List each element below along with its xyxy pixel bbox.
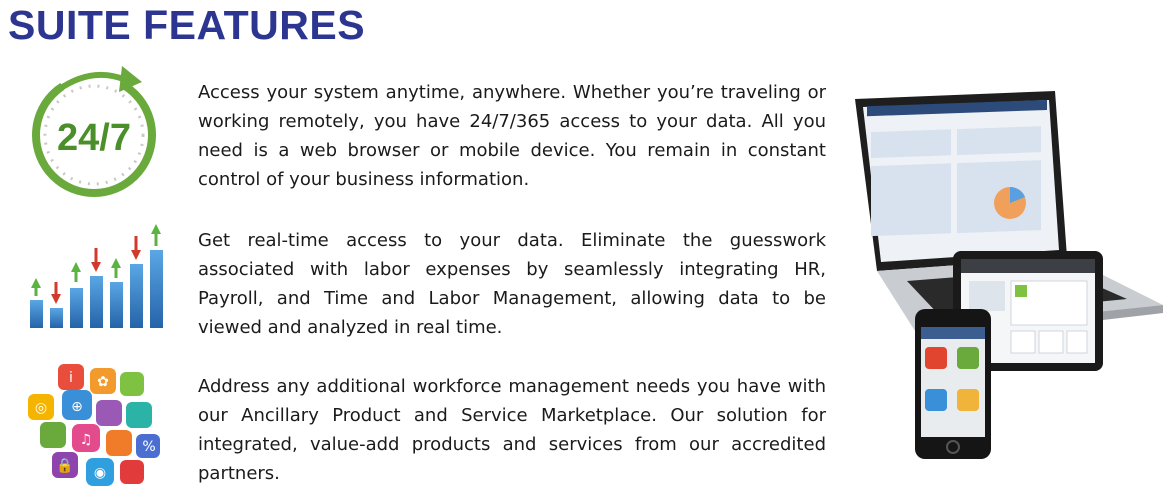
bar-chart-arrows-icon [22, 220, 182, 340]
feature-text: Access your system anytime, anywhere. Whether you’re traveling or working remotely, you have 24/7/365 access to your data. All you need is a web browser or mobile device. You remain in constant control of your business information. [198, 82, 826, 190]
feature-text: Address any additional workforce management needs you have with our Ancillary Product and Service Marketplace. Our solution for integrated, value-add products and services from our accredited partners. [198, 376, 826, 484]
feature-text: Get real-time access to your data. Eliminate the guesswork associated with labor expenses by seamlessly integrating HR, Payroll, and Time and Labor Management, allowing data to be viewed and analyzed in real time. [198, 230, 826, 338]
svg-text:⊕: ⊕ [71, 399, 83, 415]
svg-text:✿: ✿ [97, 374, 109, 390]
svg-text:i: i [69, 370, 73, 386]
devices-laptop-tablet-phone-icon [845, 85, 1167, 465]
svg-text:♫: ♫ [79, 432, 93, 448]
feature-anytime-access [0, 78, 840, 198]
svg-text:🔒: 🔒 [56, 458, 74, 474]
svg-text:◉: ◉ [93, 465, 107, 481]
svg-text:%: % [142, 439, 156, 455]
clock-badge-text: 24/7 [57, 117, 131, 159]
page-title: SUITE FEATURES [8, 2, 366, 48]
feature-marketplace [0, 372, 840, 490]
app-icons-cluster-icon [22, 360, 182, 490]
svg-text:◎: ◎ [34, 400, 48, 416]
feature-real-time-data [0, 226, 840, 346]
clock-24-7-icon [22, 60, 182, 200]
